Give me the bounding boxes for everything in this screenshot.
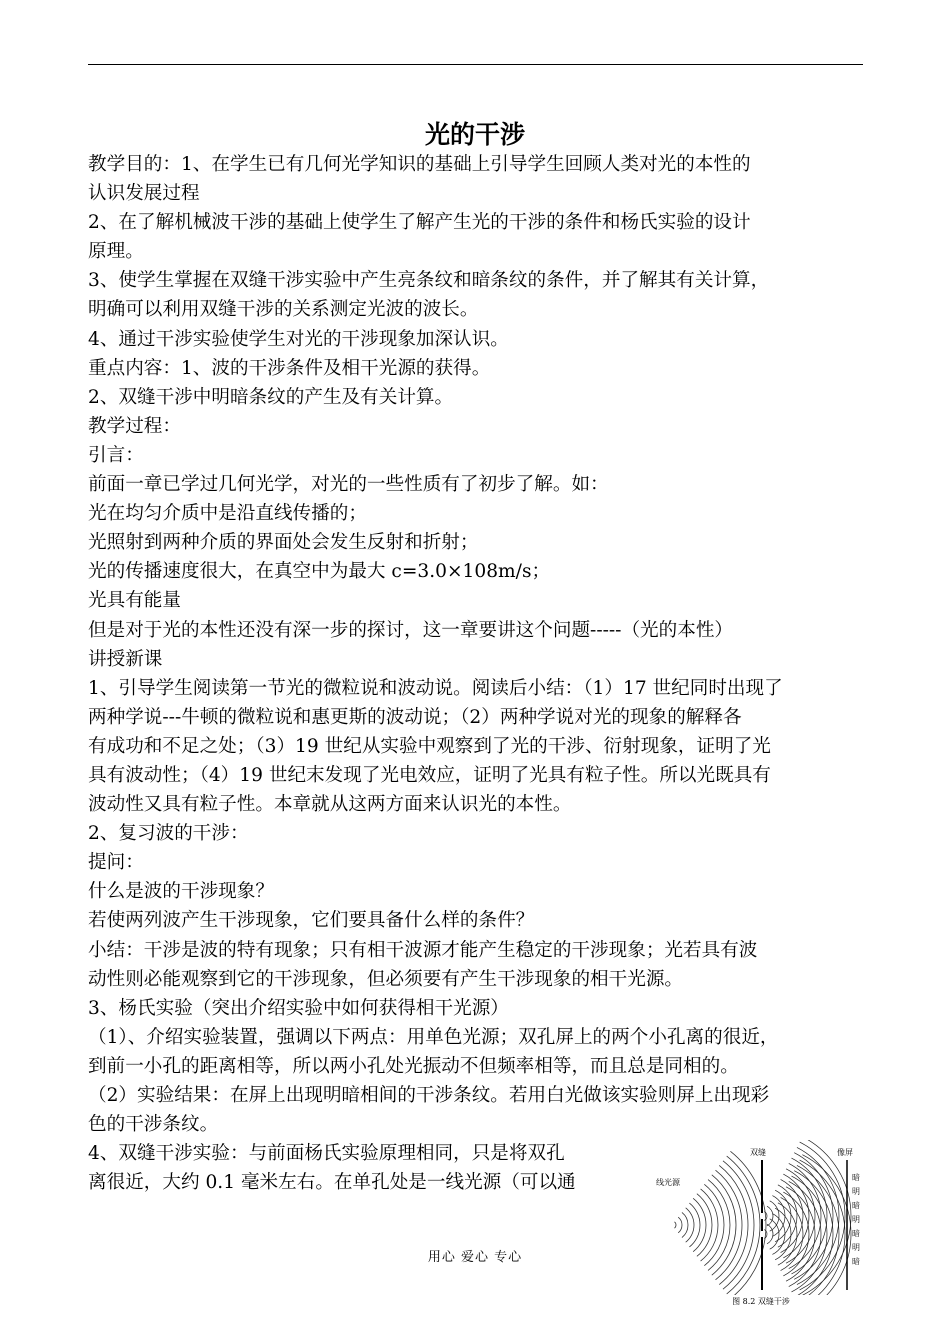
- text-line: 教学目的：1、在学生已有几何光学知识的基础上引导学生回顾人类对光的本性的: [88, 154, 751, 175]
- screen-mark: 暗: [852, 1257, 860, 1266]
- text-line: 2、在了解机械波干涉的基础上使学生了解产生光的干涉的条件和杨氏实验的设计: [88, 212, 751, 234]
- slit-wave-arc: [775, 1190, 791, 1242]
- text-line: 讲授新课: [88, 648, 163, 670]
- text-line: 提问：: [88, 852, 144, 874]
- screen-mark: 暗: [852, 1201, 860, 1210]
- text-line: 具有波动性；（4）19 世纪末发现了光电效应，证明了光具有粒子性。所以光既具有: [88, 764, 771, 786]
- text-line: 小结：干涉是波的特有现象；只有相干波源才能产生稳定的干涉现象；光若具有波: [88, 939, 758, 961]
- text-line: 两种学说---牛顿的微粒说和惠更斯的波动说；（2）两种学说对光的现象的解释各: [88, 706, 742, 728]
- wavefront-arc: [682, 1212, 688, 1237]
- wavefront-arc: [678, 1217, 682, 1233]
- double-slit-figure: [652, 1140, 870, 1310]
- text-line: 什么是波的干涉现象？: [88, 881, 274, 903]
- text-line: 重点内容：1、波的干涉条件及相干光源的获得。: [88, 357, 491, 379]
- text-line: 前面一章已学过几何光学，对光的一些性质有了初步了解。如：: [88, 474, 609, 496]
- text-line: 引言：: [88, 444, 144, 466]
- label-line-source: 线光源: [656, 1178, 680, 1187]
- text-line: 动性则必能观察到它的干涉现象，但必须要有产生干涉现象的相干光源。: [88, 968, 684, 990]
- text-line: 2、复习波的干涉：: [88, 823, 249, 845]
- screen-mark: 明: [852, 1215, 860, 1224]
- wavefront-arc: [697, 1194, 712, 1257]
- text-line: 光具有能量: [88, 590, 181, 612]
- text-line: 明确可以利用双缝干涉的关系测定光波的波长。: [88, 299, 479, 321]
- label-double-slit: 双缝: [750, 1148, 766, 1157]
- wavefront-arc: [686, 1208, 694, 1242]
- slit-wave-arc: [767, 1224, 773, 1244]
- text-line: 2、双缝干涉中明暗条纹的产生及有关计算。: [88, 386, 454, 408]
- text-line: 3、使学生掌握在双缝干涉实验中产生亮条纹和暗条纹的条件，并了解其有关计算，: [88, 270, 770, 292]
- text-line: 光在均匀介质中是沿直线传播的；: [88, 503, 367, 525]
- wavefront-arc: [689, 1203, 700, 1247]
- text-line: 若使两列波产生干涉现象，它们要具备什么样的条件？: [88, 910, 535, 932]
- text-line: 光照射到两种介质的界面处会发生反射和折射；: [88, 532, 479, 554]
- text-line: 4、通过干涉实验使学生对光的干涉现象加深认识。: [88, 328, 509, 350]
- wavefront-arc: [723, 1161, 754, 1289]
- interference-diagram: [652, 1140, 870, 1295]
- text-line: 有成功和不足之处；（3）19 世纪从实验中观察到了光的干涉、衍射现象，证明了光: [88, 735, 771, 757]
- screen-mark: 明: [852, 1243, 860, 1252]
- text-line: 4、双缝干涉实验：与前面杨氏实验原理相同，只是将双孔: [88, 1143, 565, 1165]
- screen-mark: 暗: [852, 1173, 860, 1182]
- wavefront-arc: [727, 1156, 760, 1294]
- page-title: 光的干涉: [424, 120, 525, 149]
- wavefront-arc: [674, 1222, 676, 1228]
- screen-mark: 暗: [852, 1229, 860, 1238]
- text-line: 3、杨氏实验（突出介绍实验中如何获得相干光源）: [88, 997, 509, 1019]
- figure-caption: 图 8.2 双缝干涉: [732, 1297, 790, 1306]
- body-text: [88, 150, 868, 1197]
- text-line: 离很近，大约 0.1 毫米左右。在单孔处是一线光源（可以通: [88, 1172, 576, 1194]
- text-line: 光的传播速度很大，在真空中为最大 c=3.0×108m/s；: [88, 561, 551, 583]
- slit-wave-arc: [767, 1206, 773, 1226]
- text-line: 原理。: [88, 241, 144, 263]
- text-line: 教学过程：: [88, 415, 181, 437]
- text-line: 波动性又具有粒子性。本章就从这两方面来认识光的本性。: [88, 794, 572, 816]
- wavefront-arc: [693, 1198, 706, 1251]
- text-line: 1、引导学生阅读第一节光的微粒说和波动说。阅读后小结：（1）17 世纪同时出现了: [88, 677, 783, 699]
- footer-text: 用心 爱心 专心: [427, 1250, 523, 1265]
- text-line: 但是对于光的本性还没有深一步的探讨，这一章要讲这个问题-----（光的本性）: [88, 619, 734, 641]
- text-line: 认识发展过程: [88, 183, 200, 205]
- screen-mark: 明: [852, 1187, 860, 1196]
- text-line: （1）、介绍实验装置，强调以下两点：用单色光源；双孔屏上的两个小孔离的很近，: [88, 1026, 779, 1048]
- text-line: 色的干涉条纹。: [88, 1114, 219, 1136]
- text-line: 到前一小孔的距离相等，所以两小孔处光振动不但频率相等，而且总是同相的。: [88, 1055, 739, 1077]
- header-rule: [88, 64, 863, 65]
- label-screen: 像屏: [837, 1148, 853, 1157]
- text-line: （2）实验结果：在屏上出现明暗相间的干涉条纹。若用白光做该实验则屏上出现彩: [88, 1085, 770, 1106]
